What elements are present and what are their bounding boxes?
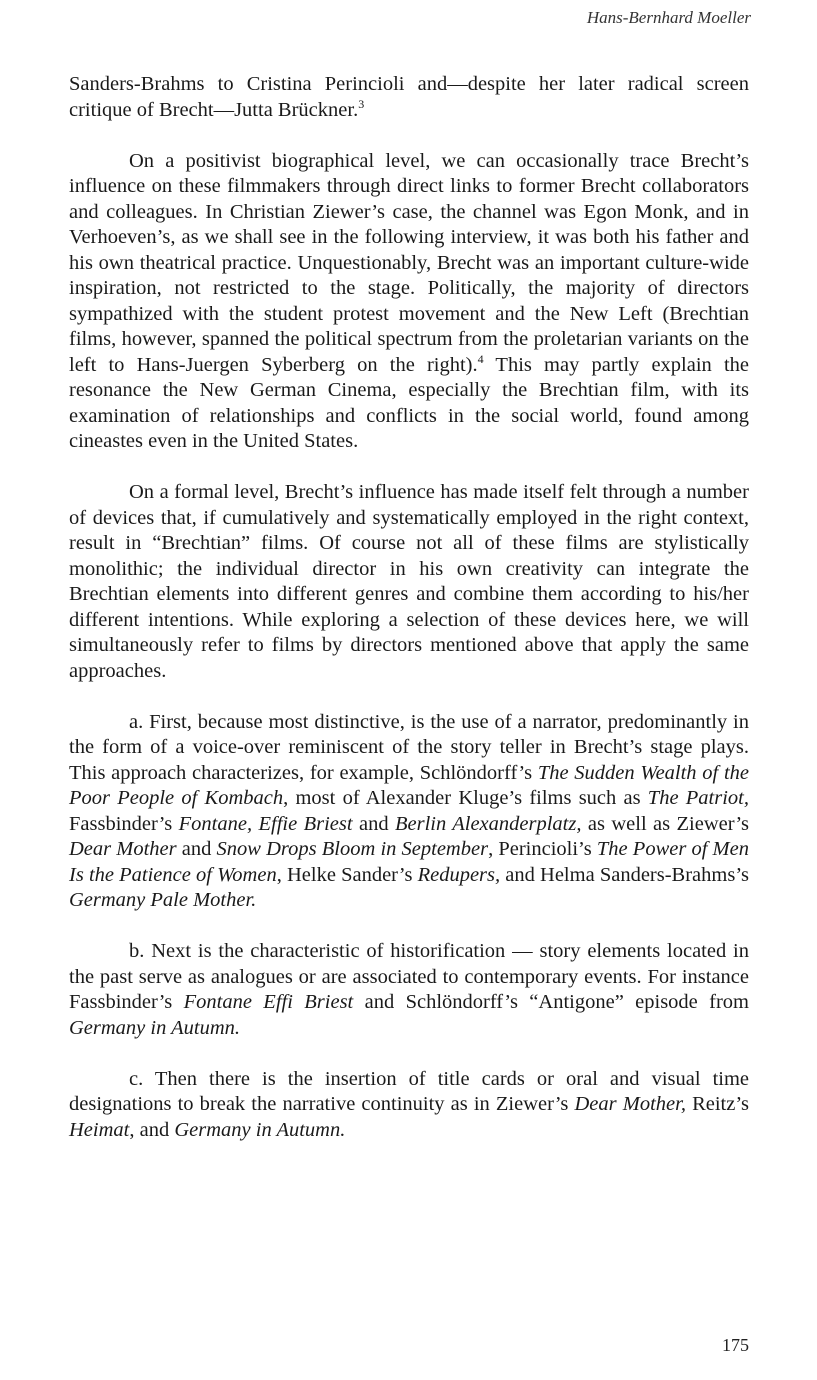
- film-title: The Patriot,: [647, 787, 749, 809]
- text-segment: a. First, because most distinctive, is the use of a narrator, predominantly in the form of a voice-over reminiscent of the story teller in Brecht’s stage plays. This approach characterizes, for example, Schlöndorff’s: [69, 710, 749, 784]
- film-title: Dear Mother: [69, 838, 177, 860]
- page-body: [69, 72, 749, 1169]
- text-segment: and Schlöndorff’s “Antigone” episode from: [353, 991, 749, 1013]
- film-title: Germany in Autumn.: [69, 1016, 241, 1039]
- paragraph-text: On a positivist biographical level, we can occasionally trace Brecht’s influence on these filmmakers through direct links to former Brecht collaborators and colleagues. In Christian Ziewer’s case, the channel was Egon Monk, and in Verhoeven’s, as we shall see in the following interview, it was both his father and his own theatrical practice. Unquestionably, Brecht was an important culture-wide inspiration, not restricted to the stage. Politically, the majority of directors sympathized with the student protest movement and the New Left (Brechtian films, however, spanned the political spectrum from the proletarian variants on the left to Hans-Juergen Syberberg on the right).: [69, 149, 749, 376]
- footnote-marker[interactable]: 3: [358, 96, 365, 111]
- film-title: The Sudden Wealth of the Poor People of Kombach: [69, 761, 749, 809]
- film-title: Germany Pale Mother.: [69, 889, 257, 911]
- text-segment: , Helke Sander’s: [276, 863, 418, 886]
- film-title: Heimat: [69, 1118, 130, 1141]
- paragraph-5-historification: [69, 939, 749, 1041]
- film-title: The Power of Men Is the Patience of Women: [69, 838, 749, 886]
- text-segment: Reitz’s: [685, 1093, 750, 1115]
- text-segment: as well as Ziewer’s: [581, 812, 749, 835]
- film-title: Redupers,: [417, 863, 501, 886]
- text-segment: and Helma Sanders-Brahms’s: [500, 863, 749, 886]
- text-segment: , and: [129, 1118, 175, 1141]
- film-title: Snow Drops Bloom in September: [216, 838, 489, 860]
- running-head: Hans-Bernhard Moeller: [586, 8, 751, 27]
- film-title: Fontane, Effie Briest: [178, 812, 353, 835]
- text-segment: b. Next is the characteristic of historification — story elements located in the past serve as analogues or are associated to contemporary events. For instance Fassbinder’s: [69, 940, 749, 1013]
- paragraph-text: This may partly explain the resonance the New German Cinema, especially the Brechtian film, with its examination of relationships and conflicts in the social world, found among cineastes even in the United States.: [69, 353, 749, 452]
- text-segment: c. Then there is the insertion of title cards or oral and visual time designations to break the narrative continuity as in Ziewer’s: [69, 1067, 749, 1115]
- paragraph-4-narrator: [69, 710, 749, 914]
- film-title: Germany in Autumn.: [174, 1118, 346, 1141]
- text-segment: and: [352, 812, 395, 835]
- text-segment: , Perincioli’s: [488, 838, 597, 860]
- text-segment: , most of Alexander Kluge’s films such as: [283, 787, 648, 809]
- footnote-marker[interactable]: 4: [477, 351, 484, 366]
- paragraph-text: On a formal level, Brecht’s influence has made itself felt through a number of devices that, if cumulatively and systematically employed in the right context, result in “Brechtian” films. Of course not all of these films are stylistically monolithic; the individual director in his own creativity can integrate the Brechtian elements into different genres and combine them according to his/her different intentions. While exploring a selection of these devices here, we will simultaneously refer to films by directors mentioned above that apply the same approaches.: [69, 481, 749, 682]
- text-segment: and: [176, 838, 217, 860]
- text-segment: Fassbinder’s: [69, 812, 179, 835]
- page-number: 175: [722, 1335, 749, 1355]
- paragraph-6-title-cards: [69, 1067, 749, 1144]
- film-title: Berlin Alexanderplatz,: [394, 812, 582, 835]
- film-title: Dear Mother,: [574, 1093, 686, 1115]
- paragraph-1: [69, 72, 749, 123]
- paragraph-text: Sanders-Brahms to Cristina Perincioli and—despite her later radical screen critique of Brecht—Jutta Brückner.: [69, 73, 749, 121]
- film-title: Fontane Effi Briest: [183, 991, 354, 1013]
- paragraph-3: [69, 480, 749, 684]
- paragraph-2: [69, 149, 749, 455]
